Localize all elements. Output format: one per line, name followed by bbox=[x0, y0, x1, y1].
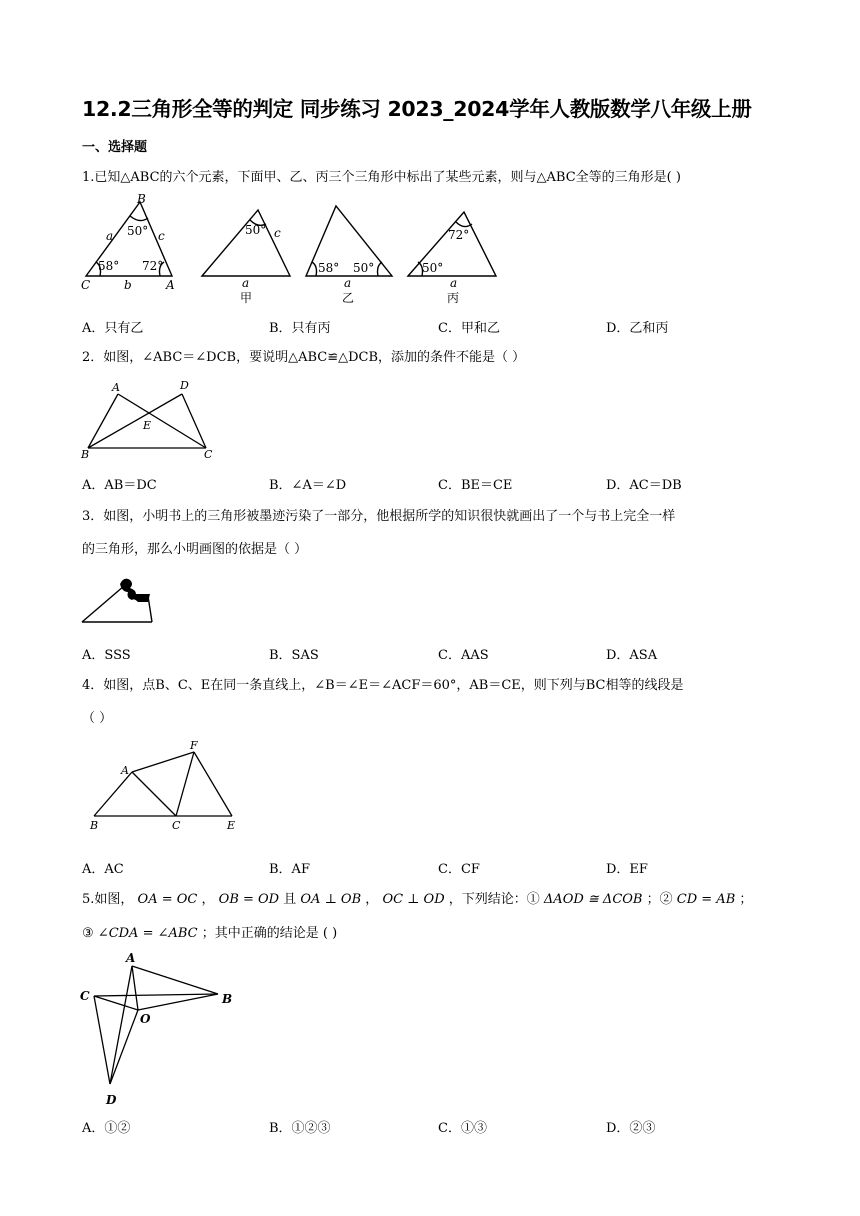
yi-name: 乙 bbox=[342, 291, 355, 305]
label-b: B bbox=[222, 992, 233, 1006]
q3-option-a[interactable]: A．SSS bbox=[82, 648, 131, 663]
q5-math-oc-perp-od: OC ⊥ OD bbox=[382, 892, 445, 907]
angle-c-label: 58° bbox=[98, 259, 120, 273]
q5-line2b: ；其中正确的结论是 ( ) bbox=[201, 926, 338, 941]
q5-math-oa-perp-ob: OA ⊥ OB bbox=[300, 892, 362, 907]
q1-option-c[interactable]: C．甲和乙 bbox=[438, 321, 500, 336]
q4-stem-line1: 4．如图，点B、C、E在同一条直线上，∠B＝∠E＝∠ACF＝60°，AB＝CE，则下列与BC相等的线段是 bbox=[82, 678, 684, 693]
q2-option-a[interactable]: A．AB＝DC bbox=[82, 478, 157, 493]
q1-figure bbox=[80, 192, 520, 310]
label-a: A bbox=[166, 278, 175, 292]
label-b: B bbox=[81, 448, 90, 461]
label-c: C bbox=[204, 448, 213, 461]
jia-angle-label: 50° bbox=[245, 223, 267, 237]
yi-angle1-arc bbox=[312, 262, 317, 276]
jia-name: 甲 bbox=[240, 291, 253, 305]
page-title: 12.2三角形全等的判定 同步练习 2023_2024学年人教版数学八年级上册 bbox=[82, 97, 752, 121]
q4-figure bbox=[86, 740, 246, 834]
angle-a-label: 72° bbox=[142, 259, 164, 273]
q5-math-cd-ab: CD = AB bbox=[676, 892, 736, 907]
q4-option-b[interactable]: B．AF bbox=[269, 862, 310, 877]
triangle-jia bbox=[202, 210, 290, 276]
q5-option-a[interactable]: A．①② bbox=[82, 1121, 131, 1136]
q5-math-congruent: ΔAOD ≅ ΔCOB bbox=[543, 892, 643, 907]
label-e: E bbox=[227, 819, 236, 832]
q5-option-b[interactable]: B．①②③ bbox=[269, 1121, 331, 1136]
bing-angle2-label: 50° bbox=[422, 261, 444, 275]
label-d: D bbox=[180, 379, 189, 392]
ink-blot bbox=[120, 579, 150, 602]
q5-end1: ； bbox=[739, 892, 753, 907]
q1-option-d[interactable]: D．乙和丙 bbox=[606, 321, 669, 336]
q4-stem-line2: （ ） bbox=[82, 711, 113, 726]
q2-figure bbox=[80, 376, 220, 460]
label-e: E bbox=[143, 419, 152, 432]
q5-figure bbox=[78, 948, 240, 1112]
q4-option-a[interactable]: A．AC bbox=[82, 862, 124, 877]
q5-math-angles: ∠CDA = ∠ABC bbox=[97, 926, 198, 941]
label-a: A bbox=[126, 951, 136, 965]
label-o: O bbox=[140, 1012, 151, 1026]
q5-option-d[interactable]: D．②③ bbox=[606, 1121, 656, 1136]
label-a: A bbox=[121, 764, 129, 777]
yi-side-a: a bbox=[344, 276, 352, 290]
bing-name: 丙 bbox=[447, 291, 460, 305]
q3-option-d[interactable]: D．ASA bbox=[606, 648, 658, 663]
q3-option-b[interactable]: B．SAS bbox=[269, 648, 319, 663]
q5-stem-line1 bbox=[82, 890, 752, 910]
side-b-label: b bbox=[124, 278, 132, 292]
q2-stem: 2．如图，∠ABC＝∠DCB，要说明△ABC≌△DCB，添加的条件不能是（ ） bbox=[82, 350, 526, 365]
q2-option-d[interactable]: D．AC＝DB bbox=[606, 478, 682, 493]
label-b: B bbox=[137, 192, 146, 206]
q3-figure bbox=[80, 572, 160, 626]
side-a-label: a bbox=[106, 229, 114, 243]
q1-option-b[interactable]: B．只有丙 bbox=[269, 321, 331, 336]
q4-option-d[interactable]: D．EF bbox=[606, 862, 648, 877]
q3-stem-line2: 的三角形，那么小明画图的依据是（ ） bbox=[82, 542, 308, 557]
q2-option-c[interactable]: C．BE＝CE bbox=[438, 478, 513, 493]
label-b: B bbox=[90, 819, 99, 832]
label-c: C bbox=[80, 989, 90, 1003]
yi-angle1-label: 58° bbox=[318, 261, 340, 275]
q5-sep2: ， bbox=[365, 892, 379, 907]
label-f: F bbox=[190, 739, 198, 752]
bing-side-a: a bbox=[450, 276, 458, 290]
label-a: A bbox=[112, 381, 120, 394]
q5-mid2: ；② bbox=[646, 892, 673, 907]
side-c-label: c bbox=[158, 229, 165, 243]
q5-option-c[interactable]: C．①③ bbox=[438, 1121, 487, 1136]
q5-prefix: 5.如图， bbox=[82, 892, 134, 907]
q5-line2a: ③ bbox=[82, 926, 94, 941]
label-c: C bbox=[172, 819, 181, 832]
jia-side-c: c bbox=[274, 226, 281, 240]
q5-and: 且 bbox=[283, 892, 301, 907]
q5-stem-line2 bbox=[82, 924, 337, 944]
section-heading: 一、选择题 bbox=[82, 140, 148, 155]
q5-sep1: ， bbox=[201, 892, 215, 907]
angle-b-arc bbox=[130, 216, 148, 221]
q2-option-b[interactable]: B．∠A＝∠D bbox=[269, 478, 347, 493]
q3-stem-line1: 3．如图，小明书上的三角形被墨迹污染了一部分，他根据所学的知识很快就画出了一个与书上完全一样 bbox=[82, 509, 676, 524]
angle-b-label: 50° bbox=[127, 224, 149, 238]
q5-mid: ，下列结论：① bbox=[448, 892, 540, 907]
label-c: C bbox=[81, 278, 91, 292]
bing-angle1-label: 72° bbox=[448, 228, 470, 242]
q1-option-a[interactable]: A．只有乙 bbox=[82, 321, 144, 336]
q5-math-oa-oc: OA = OC bbox=[137, 892, 198, 907]
jia-side-a: a bbox=[242, 276, 250, 290]
label-d: D bbox=[106, 1093, 117, 1107]
yi-angle2-label: 50° bbox=[353, 261, 375, 275]
yi-angle2-arc bbox=[378, 262, 383, 276]
q3-option-c[interactable]: C．AAS bbox=[438, 648, 489, 663]
q4-option-c[interactable]: C．CF bbox=[438, 862, 480, 877]
q5-math-ob-od: OB = OD bbox=[218, 892, 280, 907]
q1-stem: 1.已知△ABC的六个元素，下面甲、乙、丙三个三角形中标出了某些元素，则与△ABC全等的三角形是( ) bbox=[82, 170, 681, 185]
